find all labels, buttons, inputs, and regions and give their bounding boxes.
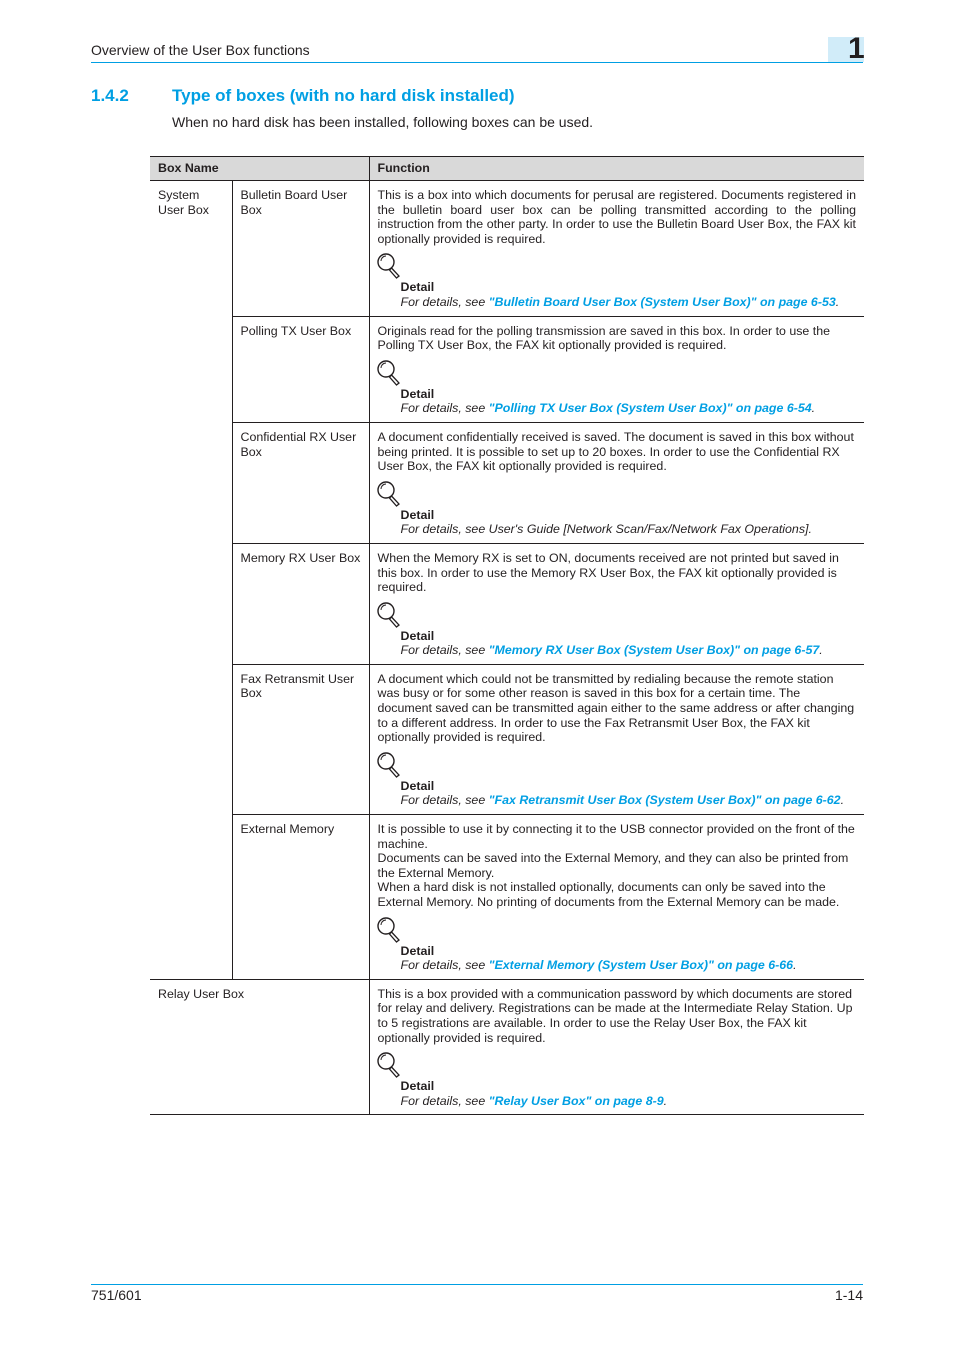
box-function bbox=[369, 815, 864, 980]
box-name: Memory RX User Box bbox=[232, 543, 369, 664]
cross-reference-link[interactable]: "External Memory (System User Box)" on page 6-66 bbox=[488, 958, 794, 973]
detail-title: Detail bbox=[400, 280, 435, 295]
box-function bbox=[369, 422, 864, 543]
running-header: Overview of the User Box functions bbox=[91, 42, 310, 58]
box-name: Confidential RX User Box bbox=[232, 422, 369, 543]
box-name-relay: Relay User Box bbox=[150, 979, 369, 1115]
box-function bbox=[369, 543, 864, 664]
function-text: Originals read for the polling transmission are saved in this box. In order to use the Polling TX User Box, the FAX kit optionally provided is required. bbox=[377, 323, 830, 353]
detail-reference: For details, see "Fax Retransmit User Box (System User Box)" on page 6-62. bbox=[400, 793, 845, 808]
detail-note bbox=[378, 1051, 857, 1108]
table-row bbox=[150, 422, 864, 543]
box-name: External Memory bbox=[232, 815, 369, 980]
detail-reference: For details, see "Memory RX User Box (System User Box)" on page 6-57. bbox=[400, 643, 823, 658]
detail-title: Detail bbox=[400, 386, 435, 401]
table-row bbox=[150, 543, 864, 664]
detail-title: Detail bbox=[400, 943, 435, 958]
function-text-line: Documents can be saved into the External Memory, and they can also be printed from the External Memory. bbox=[377, 851, 849, 880]
detail-reference: For details, see "Relay User Box" on page 8-9. bbox=[400, 1093, 668, 1108]
table-header-row bbox=[150, 157, 864, 181]
table-row bbox=[150, 664, 864, 814]
chapter-number: 1 bbox=[848, 32, 865, 65]
box-function bbox=[369, 316, 864, 422]
footer-rule bbox=[91, 1284, 863, 1285]
detail-note bbox=[378, 916, 857, 973]
detail-title: Detail bbox=[400, 628, 435, 643]
detail-note bbox=[378, 359, 857, 416]
table-row bbox=[150, 316, 864, 422]
function-text-line: It is possible to use it by connecting it to the USB connector provided on the front of the machine. bbox=[377, 822, 855, 851]
detail-title: Detail bbox=[400, 778, 435, 793]
box-types-table bbox=[150, 156, 864, 1115]
box-name: Fax Retransmit User Box bbox=[232, 664, 369, 814]
detail-reference: For details, see "Polling TX User Box (System User Box)" on page 6-54. bbox=[400, 401, 816, 416]
function-text: A document which could not be transmitted by redialing because the remote station was busy or for some other reason is saved in this box for a certain time. The document saved can be transmitted again either to the same address or after changing to a different address. In order to use the Fax Retransmit User Box, the FAX kit optionally provided is required. bbox=[377, 671, 855, 745]
group-label-system-user-box: System User Box bbox=[150, 181, 232, 980]
detail-reference: For details, see "External Memory (System User Box)" on page 6-66. bbox=[400, 958, 797, 973]
detail-reference: For details, see "Bulletin Board User Box (System User Box)" on page 6-53. bbox=[400, 294, 840, 309]
magnifier-icon bbox=[376, 252, 402, 280]
column-header-function: Function bbox=[369, 157, 864, 181]
section-intro: When no hard disk has been installed, following boxes can be used. bbox=[172, 114, 594, 130]
section-title: Type of boxes (with no hard disk installed) bbox=[172, 86, 515, 105]
detail-note bbox=[378, 751, 857, 808]
function-text: This is a box provided with a communication password by which documents are stored for relay and delivery. Registrations can be made at the Intermediate Relay Station. Up to 5 registrations are available. In order to use the Relay User Box, the FAX kit optionally provided is required. bbox=[377, 986, 853, 1045]
cross-reference-link[interactable]: "Relay User Box" on page 8-9 bbox=[488, 1093, 664, 1108]
magnifier-icon bbox=[376, 751, 402, 779]
cross-reference-link[interactable]: "Memory RX User Box (System User Box)" on page 6-57 bbox=[488, 643, 820, 658]
detail-note bbox=[378, 601, 857, 658]
box-name: Bulletin Board User Box bbox=[232, 181, 369, 317]
box-name: Polling TX User Box bbox=[232, 316, 369, 422]
table-row bbox=[150, 181, 864, 317]
box-function bbox=[369, 181, 864, 317]
column-header-box-name: Box Name bbox=[150, 157, 369, 181]
magnifier-icon bbox=[376, 1051, 402, 1079]
magnifier-icon bbox=[376, 359, 402, 387]
cross-reference-link[interactable]: "Bulletin Board User Box (System User Box)" on page 6-53 bbox=[488, 294, 836, 309]
footer-page-number: 1-14 bbox=[834, 1287, 863, 1303]
function-text-line: When a hard disk is not installed optionally, documents can only be saved into the External Memory. No printing of documents from the External Memory can be made. bbox=[377, 880, 840, 909]
function-text: A document confidentially received is saved. The document is saved in this box without being printed. It is possible to set up to 20 boxes. In order to use the Confidential RX User Box, the FAX kit optionally provided is required. bbox=[377, 429, 854, 474]
magnifier-icon bbox=[376, 480, 402, 508]
header-rule bbox=[91, 62, 863, 63]
detail-reference: For details, see User's Guide [Network Scan/Fax/Network Fax Operations]. bbox=[400, 522, 812, 537]
box-function bbox=[369, 664, 864, 814]
footer-model: 751/601 bbox=[91, 1287, 142, 1303]
table-row bbox=[150, 979, 864, 1115]
detail-title: Detail bbox=[400, 507, 435, 522]
magnifier-icon bbox=[376, 916, 402, 944]
detail-note bbox=[378, 480, 857, 537]
cross-reference-link[interactable]: "Polling TX User Box (System User Box)" on page 6-54 bbox=[488, 401, 812, 416]
detail-title: Detail bbox=[400, 1079, 435, 1094]
detail-note bbox=[378, 252, 857, 309]
box-function bbox=[369, 979, 864, 1115]
table-row bbox=[150, 815, 864, 980]
function-text: This is a box into which documents for perusal are registered. Documents registered in the bulletin board user box can be polling transmitted according to the polling instruction from the other party. In order to use the Bulletin Board User Box, the FAX kit optionally provided is required. bbox=[377, 188, 856, 246]
function-text: When the Memory RX is set to ON, documents received are not printed but saved in this box. In order to use the Memory RX User Box, the FAX kit optionally provided is required. bbox=[377, 550, 839, 595]
section-number: 1.4.2 bbox=[91, 86, 129, 105]
cross-reference-link[interactable]: "Fax Retransmit User Box (System User Box)" on page 6-62 bbox=[488, 793, 841, 808]
magnifier-icon bbox=[376, 601, 402, 629]
